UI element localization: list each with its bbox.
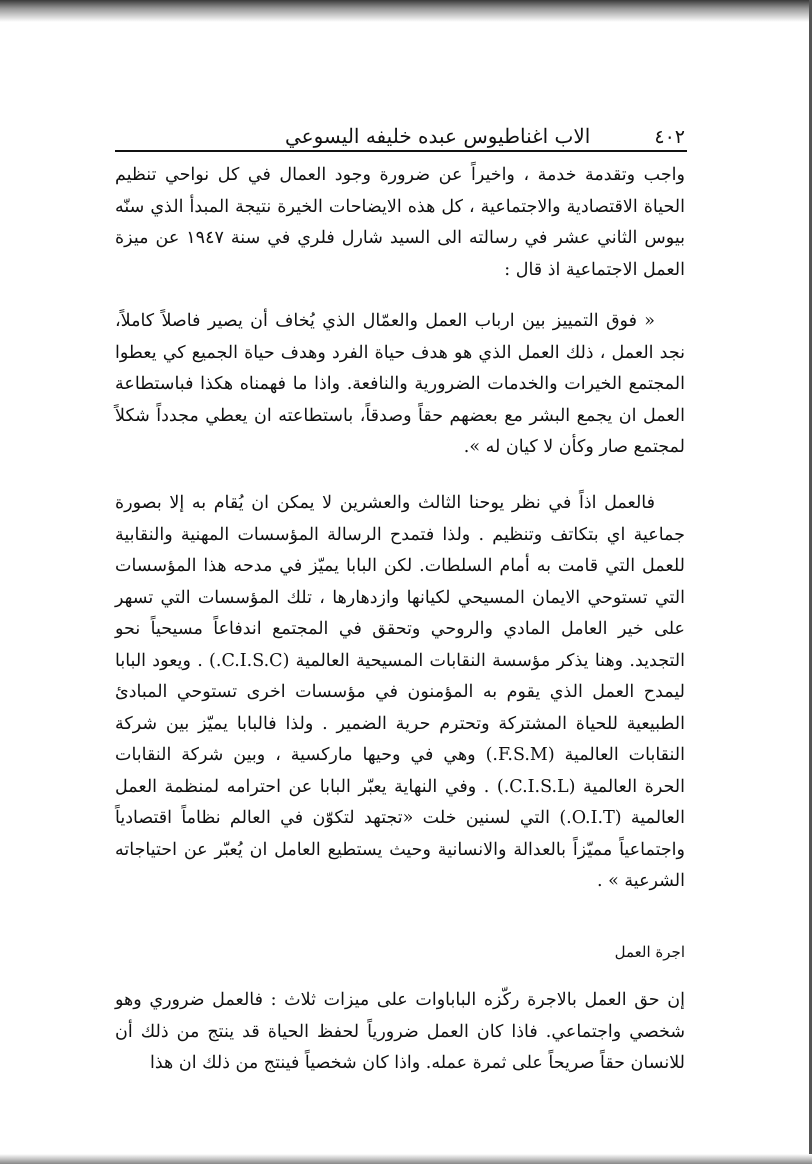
paragraph-1: واجب وتقدمة خدمة ، واخيراً عن ضرورة وجود العمال في كل نواحي تنظيم الحياة الاقتصادية والاجتماعية ، كل هذه الايضاحات الخيرة نتيجة المبدأ الذي سنّه بيوس الثاني عشر في رسالته الى السيد شارل فلري في سنة ١٩٤٧ عن ميزة العمل الاجتماعية اذ قال : <box>115 165 685 280</box>
section-heading: اجرة العمل <box>614 943 685 961</box>
scan-border-top <box>0 0 812 22</box>
paragraph-quote: « فوق التمييز بين ارباب العمل والعمّال الذي يُخاف أن يصير فاصلاً كاملاً، نجد العمل ، ذلك العمل الذي هو هدف حياة الفرد وهدف حياة الجميع كي يعطوا المجتمع الخيرات والخدمات الضرورية والنافعة. واذا ما فهمناه هكذا فباستطاعة العمل ان يجمع البشر مع بعضهم حقاً وصدقاً، باستطاعته ان يعطي مجدداً شكلاً لمجتمع صار وكأن لا كيان له ». <box>115 311 685 457</box>
running-title: الاب اغناطيوس عبده خليفه اليسوعي <box>285 124 591 148</box>
paragraph-3: فالعمل اذاً في نظر يوحنا الثالث والعشرين لا يمكن ان يُقام به إلا بصورة جماعية اي بتكاتف وتنظيم . ولذا فتمدح الرسالة المؤسسات المهنية والنقابية للعمل التي قامت به أمام السلطات. لكن البابا يميّز في مدحه هذا المؤسسات التي تستوحي الايمان المسيحي لكيانها وازدهارها ، تلك المؤسسات التي تسهر على خير العامل المادي والروحي وتحقق في المجتمع اندفاعاً مسيحياً نحو التجديد. وهنا يذكر مؤسسة النقابات المسيحية العالمية (C.I.S.C.) . ويعود البابا ليمدح العمل الذي يقوم به المؤمنون في مؤسسات اخرى تستوحي المبادئ الطبيعية للحياة المشتركة وتحترم حرية الضمير . ولذا فالبابا يميّز بين شركة النقابات العالمية (F.S.M.) وهي في وحيها ماركسية ، وبين شركة النقابات الحرة العالمية (C.I.S.L.) . وفي النهاية يعبّر البابا عن احترامه لمنظمة العمل العالمية (O.I.T.) التي لسنين خلت «تجتهد لتكوّن في العالم نظاماً اقتصادياً واجتماعياً مميّزاً بالعدالة والانسانية وحيث يستطيع العامل ان يُعبّر عن احتياجاته الشرعية » . <box>115 493 686 891</box>
page-number: ٤٠٢ <box>654 126 685 148</box>
header-rule <box>115 150 687 152</box>
paragraph-4: إن حق العمل بالاجرة ركّزه الباباوات على ميزات ثلاث : فالعمل ضروري وهو شخصي واجتماعي. فاذا كان العمل ضرورياً لحفظ الحياة قد ينتج من ذلك أن للانسان حقاً صريحاً على ثمرة عمله. واذا كان شخصياً فينتج من ذلك ان هذا <box>115 990 685 1073</box>
scan-border-bottom <box>0 1154 812 1164</box>
running-header <box>245 112 685 148</box>
